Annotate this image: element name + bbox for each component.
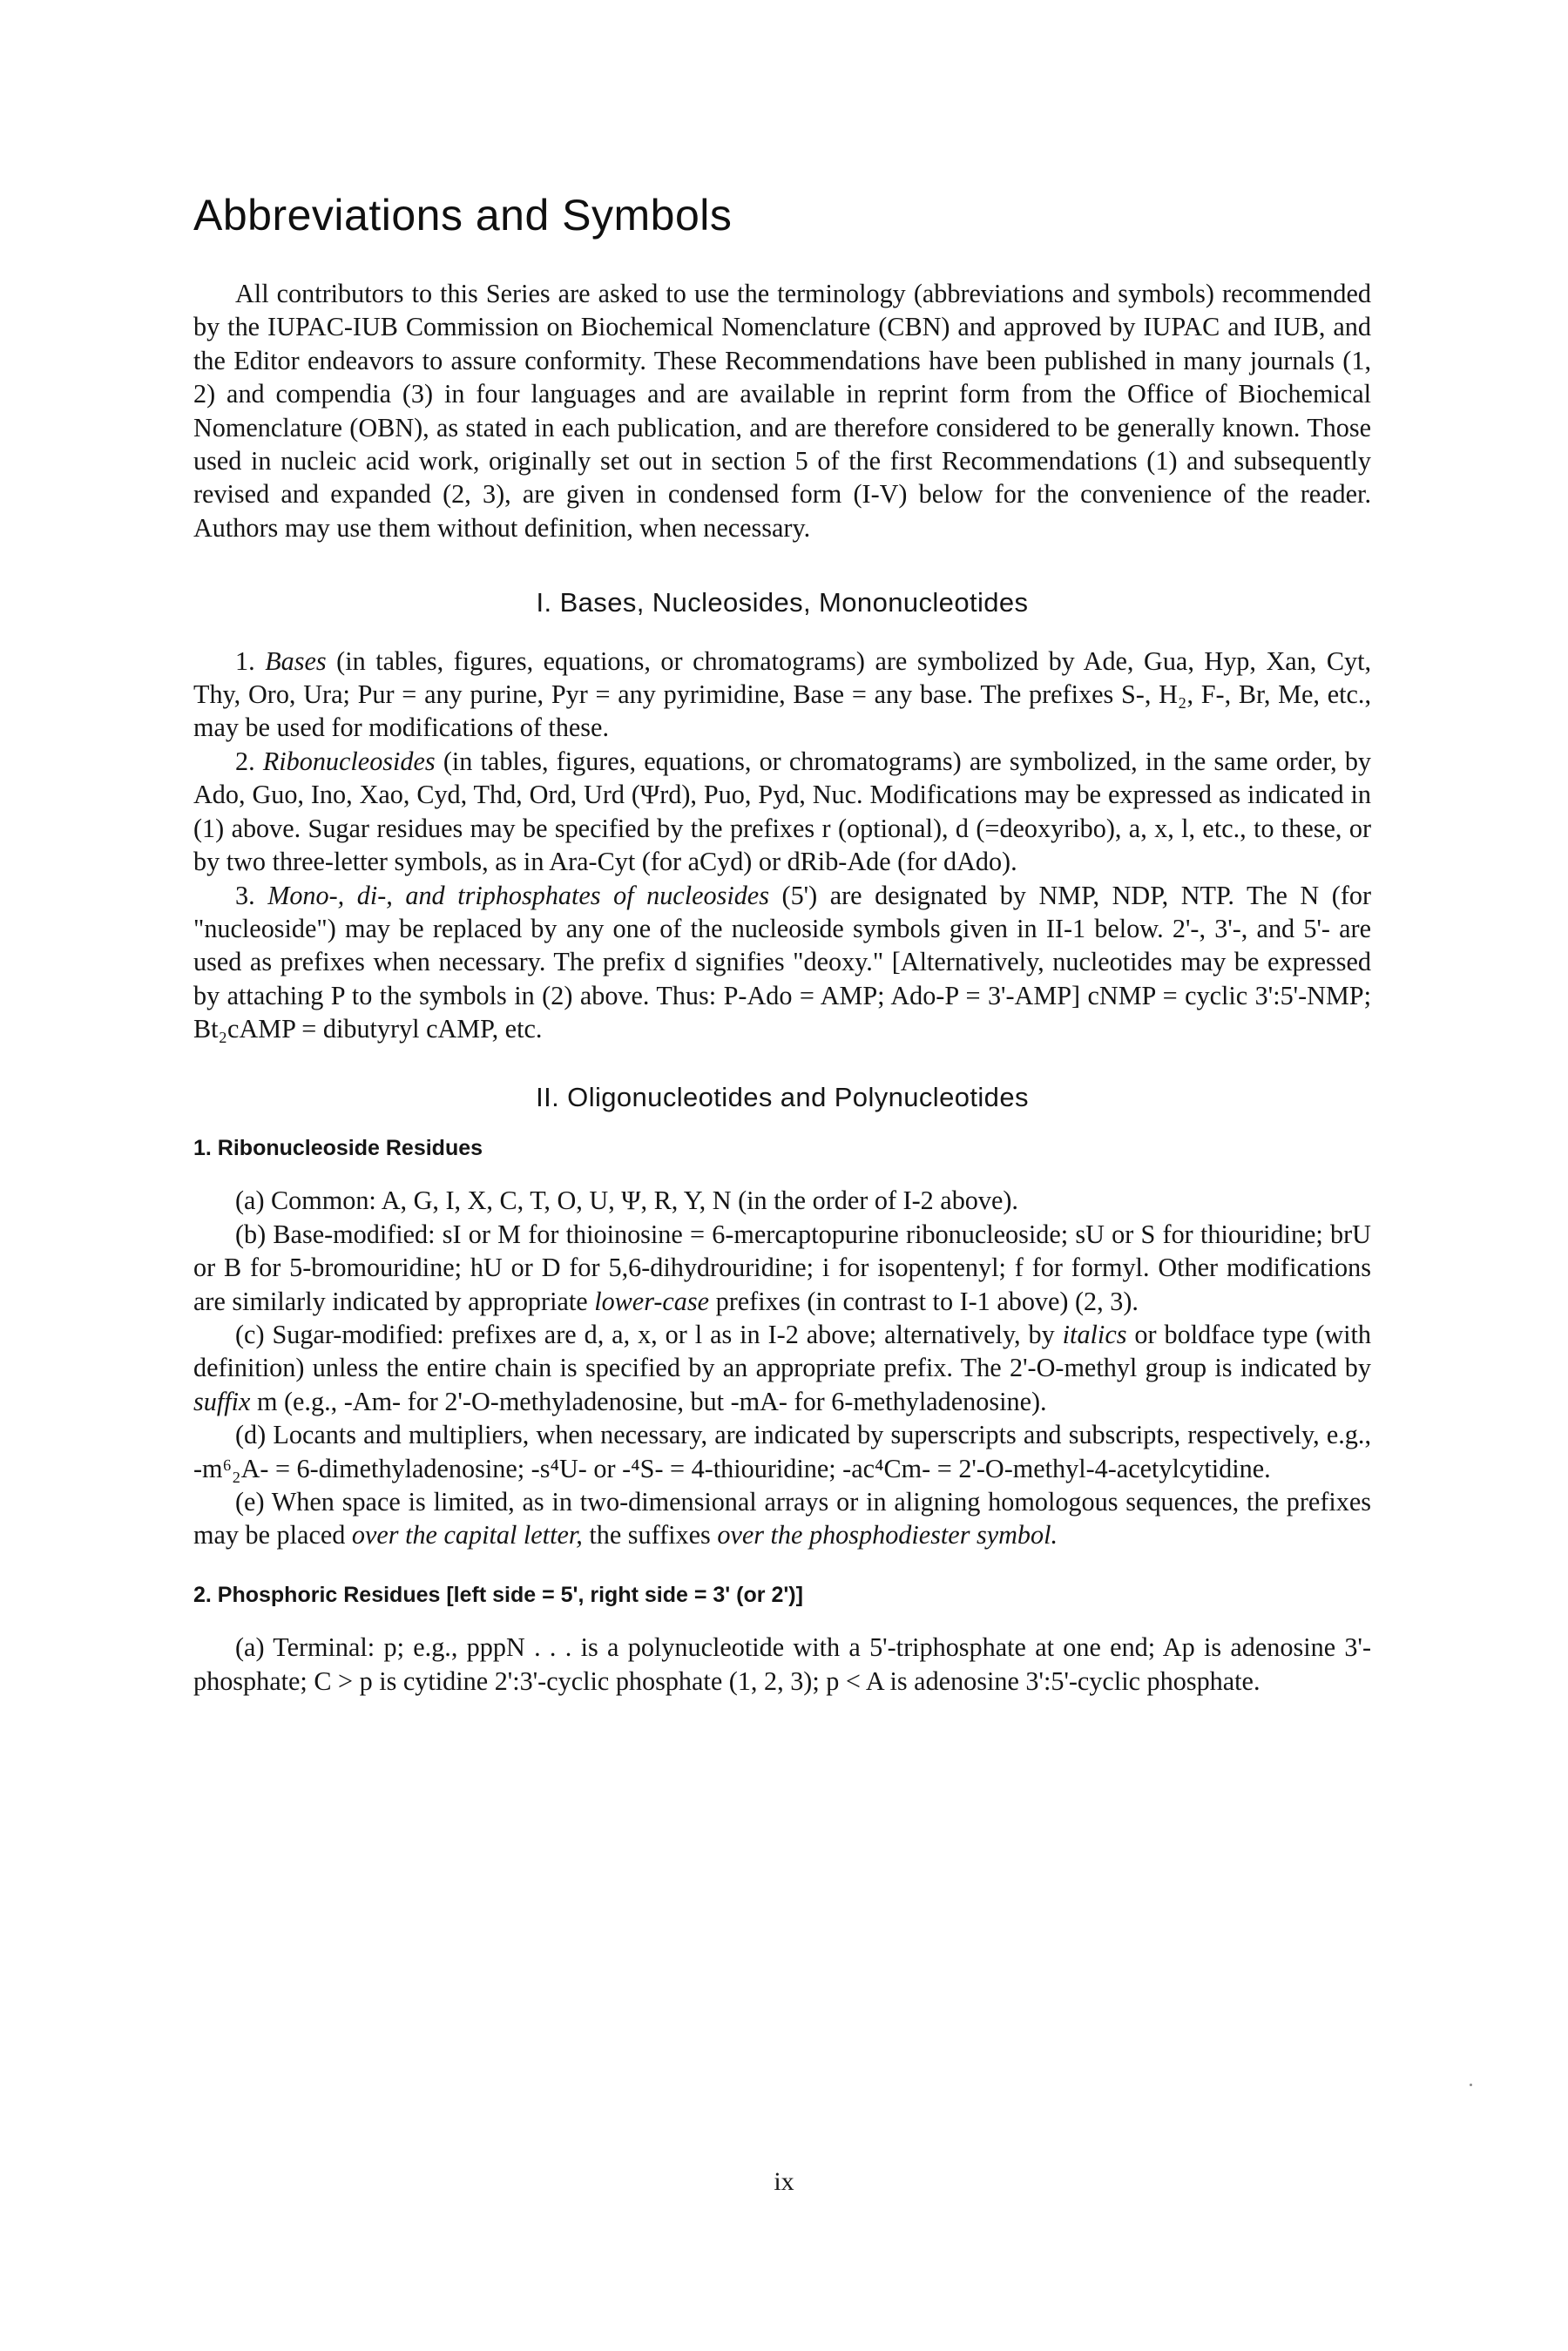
sugar-modified-paragraph xyxy=(193,1318,1371,1418)
body-text xyxy=(193,277,1371,1698)
section-2-heading: II. Oligonucleotides and Polynucleotides xyxy=(536,1081,1029,1112)
italic-term: lower-case xyxy=(594,1286,710,1316)
paragraph-text: (in tables, figures, equations, or chromatograms) are symbolized, in the same order, by Ado, Guo, Ino, Xao, Cyd, Thd, Ord, Urd (Ψrd), Puo, Pyd, Nuc. Modifications may be expressed as indicated in (1) above. Sugar residues may be specified by the prefixes r (optional), d (=deoxyribo), a, x, l, etc., to these, or by two three-letter symbols, as in Ara-Cyt (for aCyd) or dRib-Ade (for dAdo). xyxy=(193,746,1372,877)
subsection-1-heading: 1. Ribonucleoside Residues xyxy=(193,1135,483,1160)
italic-term: over the phosphodiester symbol. xyxy=(717,1520,1058,1550)
subsection-2-heading: 2. Phosphoric Residues [left side = 5', right side = 3' (or 2')] xyxy=(193,1582,803,1607)
page-number: ix xyxy=(774,2167,794,2196)
scan-speck xyxy=(1470,2084,1472,2086)
paragraph-text: the suffixes xyxy=(589,1520,711,1550)
paragraph-text: prefixes (in contrast to I-1 above) (2, 3). xyxy=(715,1286,1139,1316)
paragraph-text: (5') are designated by NMP, NDP, NTP. The N (for "nucleoside") may be replaced by any one of the nucleoside symbols given in II-1 below. 2'-, 3'-, and 5'- are used as prefixes when necessary. The prefix d signifies "deoxy." [Alternatively, nucleotides may be expressed by attaching P to the symbols in (2) above. Thus: P-Ado = AMP; Ado-P = 3'-AMP] cNMP = cyclic 3':5'-NMP; Bt₂cAMP = dibutyryl cAMP, etc. xyxy=(193,880,1372,1044)
paragraph-text: or boldface type (with definition) unless the entire chain is specified by an appropriate prefix. The 2'-O-methyl group is indicated by xyxy=(193,1319,1372,1383)
italic-term: italics xyxy=(1062,1319,1127,1349)
italic-term: Ribonucleosides xyxy=(262,746,436,776)
italic-term: suffix xyxy=(193,1386,251,1416)
item-number: 2. xyxy=(235,746,255,776)
phosphates-paragraph xyxy=(193,879,1371,1046)
item-number: 3. xyxy=(235,880,255,910)
section-1-heading: I. Bases, Nucleosides, Mononucleotides xyxy=(536,587,1029,618)
space-limited-paragraph xyxy=(193,1485,1371,1552)
common-paragraph: (a) Common: A, G, I, X, C, T, O, U, Ψ, R, Y, N (in the order of I-2 above). xyxy=(235,1186,1018,1216)
italic-term: over the capital letter, xyxy=(351,1520,583,1550)
intro-paragraph: All contributors to this Series are asked to use the terminology (abbreviations and symbols) recommended by the IUPAC-IUB Commission on Biochemical Nomenclature (CBN) and approved by IUPAC and IUB, and the Editor endeavors to assure conformity. These Recommendations have been published in many journals (1, 2) and compendia (3) in four languages and are available in reprint form from the Office of Biochemical Nomenclature (OBN), as stated in each publication, and are therefore considered to be generally known. Those used in nucleic acid work, originally set out in section 5 of the first Recommendations (1) and subsequently revised and expanded (2, 3), are given in condensed form (I-V) below for the convenience of the reader. Authors may use them without definition, when necessary. xyxy=(193,279,1371,543)
paragraph-text: (b) Base-modified: sI or M for thioinosine = 6-mercaptopurine ribonucleoside; sU or S for thiouridine; brU or B for 5-bromouridine; hU or D for 5,6-dihydrouridine; i for isopentenyl; f for formyl. Other modifications are similarly indicated by appropriate xyxy=(193,1219,1371,1316)
italic-term: Mono-, di-, and triphosphates of nucleosides xyxy=(267,880,769,910)
ribonucleosides-paragraph xyxy=(193,745,1371,879)
locants-paragraph: (d) Locants and multipliers, when necessary, are indicated by superscripts and subscripts, respectively, e.g., -m⁶₂A- = 6-dimethyladenosine; -s⁴U- or -⁴S- = 4-thiouridine; -ac⁴Cm- = 2'-O-methyl-4-acetylcytidine. xyxy=(193,1420,1371,1483)
paragraph-text: (e) When space is limited, as in two-dimensional arrays or in aligning homologous sequences, the prefixes may be placed xyxy=(193,1487,1371,1550)
bases-paragraph xyxy=(193,645,1371,745)
paragraph-text: m (e.g., -Am- for 2'-O-methyladenosine, but -mA- for 6-methyladenosine). xyxy=(256,1386,1047,1416)
item-number: 1. xyxy=(235,645,255,676)
page-title: Abbreviations and Symbols xyxy=(193,191,733,240)
italic-term: Bases xyxy=(265,645,327,676)
terminal-paragraph: (a) Terminal: p; e.g., pppN . . . is a polynucleotide with a 5'-triphosphate at one end; Ap is adenosine 3'-phosphate; C > p is cytidine 2':3'-cyclic phosphate (1, 2, 3); p < A is adenosine 3':5'-cyclic phosphate. xyxy=(193,1632,1371,1696)
paragraph-text: (in tables, figures, equations, or chromatograms) are symbolized by Ade, Gua, Hyp, Xan, Cyt, Thy, Oro, Ura; Pur = any purine, Pyr = any pyrimidine, Base = any base. The prefixes S-, H₂, F-, Br, Me, etc., may be used for modifications of these. xyxy=(193,645,1372,743)
paragraph-text: (c) Sugar-modified: prefixes are d, a, x, or l as in I-2 above; alternatively, by xyxy=(235,1319,1055,1349)
base-modified-paragraph xyxy=(193,1218,1371,1318)
